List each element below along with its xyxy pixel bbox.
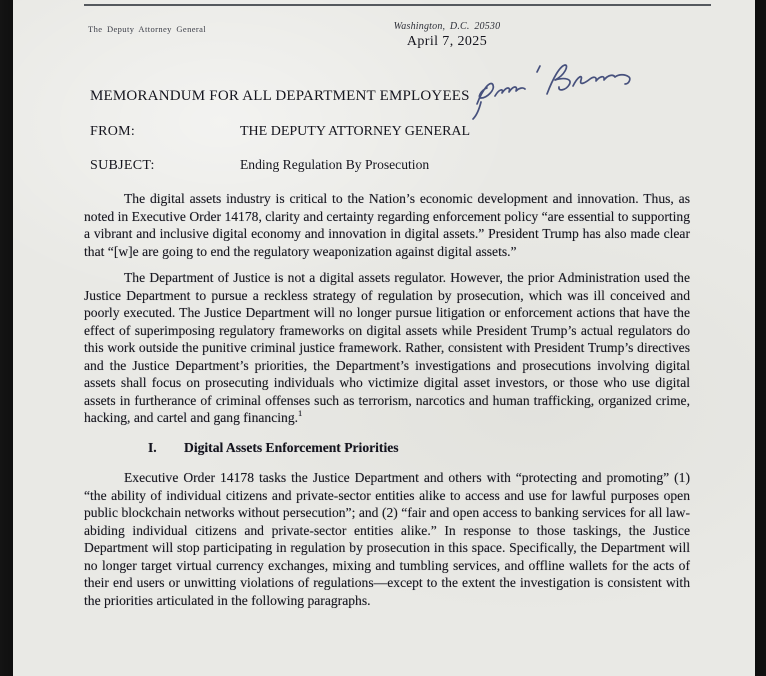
paragraph-intro [84,190,690,260]
paragraph-policy [84,269,690,427]
paragraph-intro-text: The digital assets industry is critical to the Nation’s economic development and innovation. Thus, as noted in Executive Order 14178, clarity and certainty regarding enforcement policy “are essential to supporting a vibrant and inclusive digital economy and innovation in digital assets.” President Trump has also made clear that “[w]e are going to end the regulatory weaponization against digital assets.” [84,191,690,259]
from-value: THE DEPUTY ATTORNEY GENERAL [240,124,471,139]
from-label: FROM: [90,124,136,139]
footnote-marker: 1 [298,408,303,418]
section-heading-numeral: I. [148,439,157,455]
letterhead-right-block [342,21,552,50]
memo-addressee-line: MEMORANDUM FOR ALL DEPARTMENT EMPLOYEES [90,88,470,104]
letterhead-date: April 7, 2025 [406,34,488,49]
subject-label: SUBJECT: [90,158,155,173]
document-page [13,0,755,676]
section-heading-title: Digital Assets Enforcement Priorities [184,439,399,455]
paragraph-priorities [84,469,690,609]
letterhead-rule [84,4,711,6]
subject-value: Ending Regulation By Prosecution [240,157,430,172]
paragraph-policy-text: The Department of Justice is not a digital assets regulator. However, the prior Administration used the Justice Department to pursue a reckless strategy of regulation by prosecution, which was ill conceived and poorly executed. The Justice Department will no longer pursue litigation or enforcement actions that have the effect of superimposing regulatory frameworks on digital assets while President Trump’s actual regulators do this work outside the punitive criminal justice framework. Rather, consistent with President Trump’s directives and the Justice Department’s priorities, the Department’s investigations and prosecutions involving digital assets shall focus on prosecuting individuals who victimize digital asset investors, or those who use digital assets in furtherance of criminal offenses such as terrorism, narcotics and human trafficking, organized crime, hacking, and cartel and gang financing. [84,270,690,425]
memo-from-row [90,124,470,140]
paragraph-priorities-text: Executive Order 14178 tasks the Justice Department and others with “protecting and promoting” (1) “the ability of individual citizens and private-sector entities alike to access and use for lawful purposes open public blockchain networks without persecution”; and (2) “fair and open access to banking services for all law-abiding individual citizens and private-sector entities alike.” In response to those taskings, the Justice Department will stop participating in regulation by prosecution in this space. Specifically, the Department will no longer target virtual currency exchanges, mixing and tumbling services, and offline wallets for the acts of their end users or unwitting violations of regulations—except to the extent the investigation is consistent with the priorities articulated in the following paragraphs. [84,470,690,608]
memo-body [84,190,690,609]
memo-subject-row [90,157,429,174]
section-heading [148,439,690,457]
signature-handwriting [463,52,643,122]
letterhead-office: The Deputy Attorney General [88,24,207,34]
letterhead-location: Washington, D.C. 20530 [393,21,501,32]
